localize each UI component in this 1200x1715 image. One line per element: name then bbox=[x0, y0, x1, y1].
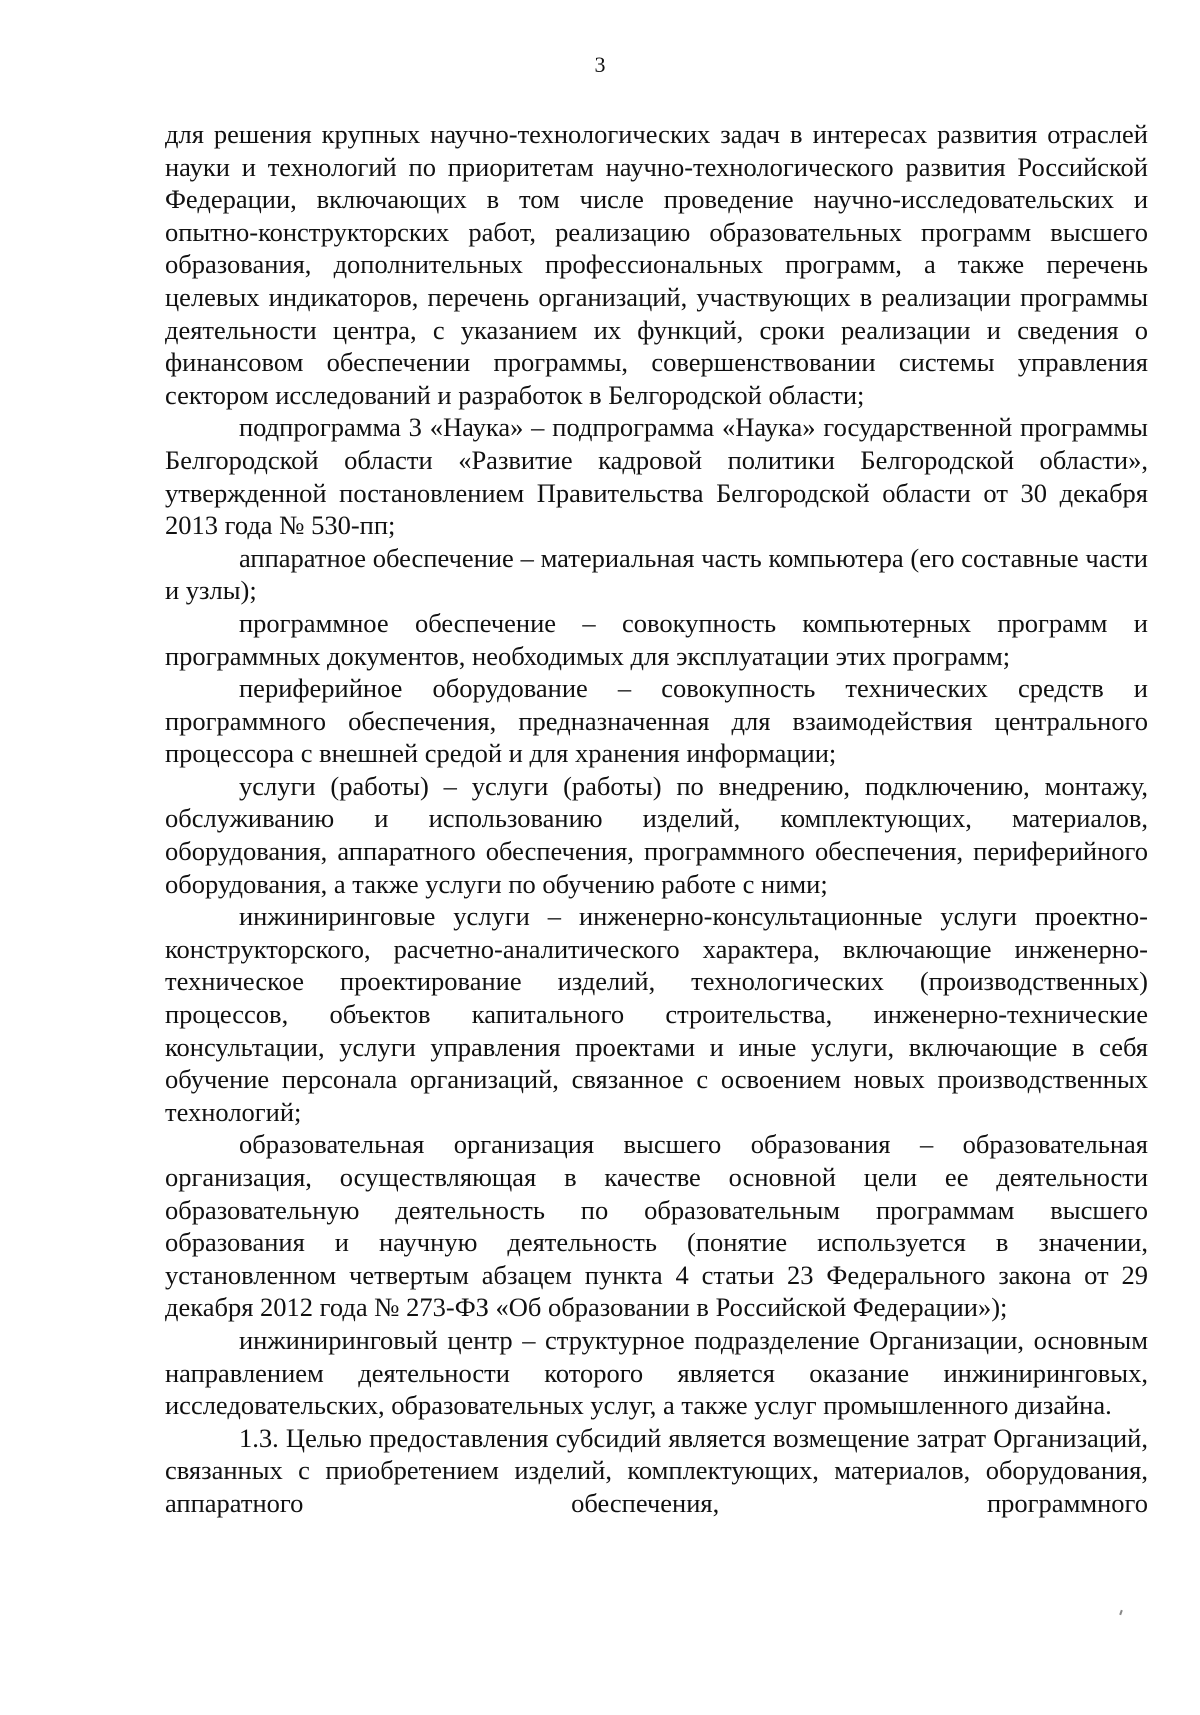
paragraph-services-definition: услуги (работы) – услуги (работы) по внедрению, подключению, монтажу, обслуживанию и использованию изделий, комплектующих, материалов, оборудования, аппаратного обеспечения, программного обеспечения, периферийного оборудования, а также услуги по обучению работе с ними; bbox=[165, 770, 1148, 899]
paragraph-hardware-definition: аппаратное обеспечение – материальная часть компьютера (его составные части и узлы); bbox=[165, 542, 1148, 606]
paragraph-engineering-services-definition: инжиниринговые услуги – инженерно-консультационные услуги проектно-конструкторского, расчетно-аналитического характера, включающие инженерно-техническое проектирование изделий, технологических (производственных) процессов, объектов капитального строительства, инженерно-технические консультации, услуги управления проектами и иные услуги, включающие в себя обучение персонала организаций, связанное с освоением новых производственных технологий; bbox=[165, 901, 1148, 1127]
body-text bbox=[165, 118, 1148, 1520]
page-number: 3 bbox=[594, 52, 606, 77]
paragraph-peripheral-definition: периферийное оборудование – совокупность технических средств и программного обеспечения, предназначенная для взаимодействия центрального процессора с внешней средой и для хранения информации; bbox=[165, 673, 1148, 769]
paragraph-engineering-center-definition: инжиниринговый центр – структурное подразделение Организации, основным направлением деятельности которого является оказание инжиниринговых, исследовательских, образовательных услуг, а также услуг промышленного дизайна. bbox=[165, 1324, 1148, 1421]
paragraph-higher-education-definition: образовательная организация высшего образования – образовательная организация, осуществляющая в качестве основной цели ее деятельности образовательную деятельность по образовательным программам высшего образования и научную деятельность (понятие используется в значении, установленном четвертым абзацем пункта 4 статьи 23 Федерального закона от 29 декабря 2012 года № 273-ФЗ «Об образовании в Российской Федерации»); bbox=[165, 1129, 1148, 1323]
scan-speck bbox=[1119, 1610, 1123, 1615]
paragraph-subprogram-definition: подпрограмма 3 «Наука» – подпрограмма «Наука» государственной программы Белгородской области «Развитие кадровой политики Белгородской области», утвержденной постановлением Правительства Белгородской области от 30 декабря 2013 года № 530-пп; bbox=[165, 412, 1148, 541]
paragraph-software-definition: программное обеспечение – совокупность компьютерных программ и программных документов, необходимых для эксплуатации этих программ; bbox=[165, 607, 1148, 671]
paragraph-section-1-3: 1.3. Целью предоставления субсидий является возмещение затрат Организаций, связанных с приобретением изделий, комплектующих, материалов, оборудования, аппаратного обеспечения, программного bbox=[165, 1422, 1148, 1518]
paragraph-continued-definition: для решения крупных научно-технологических задач в интересах развития отраслей науки и технологий по приоритетам научно-технологического развития Российской Федерации, включающих в том числе проведение научно-исследовательских и опытно-конструкторских работ, реализацию образовательных программ высшего образования, дополнительных профессиональных программ, а также перечень целевых индикаторов, перечень организаций, участвующих в реализации программы деятельности центра, с указанием их функций, сроки реализации и сведения о финансовом обеспечении программы, совершенствовании системы управления сектором исследований и разработок в Белгородской области; bbox=[165, 119, 1148, 410]
